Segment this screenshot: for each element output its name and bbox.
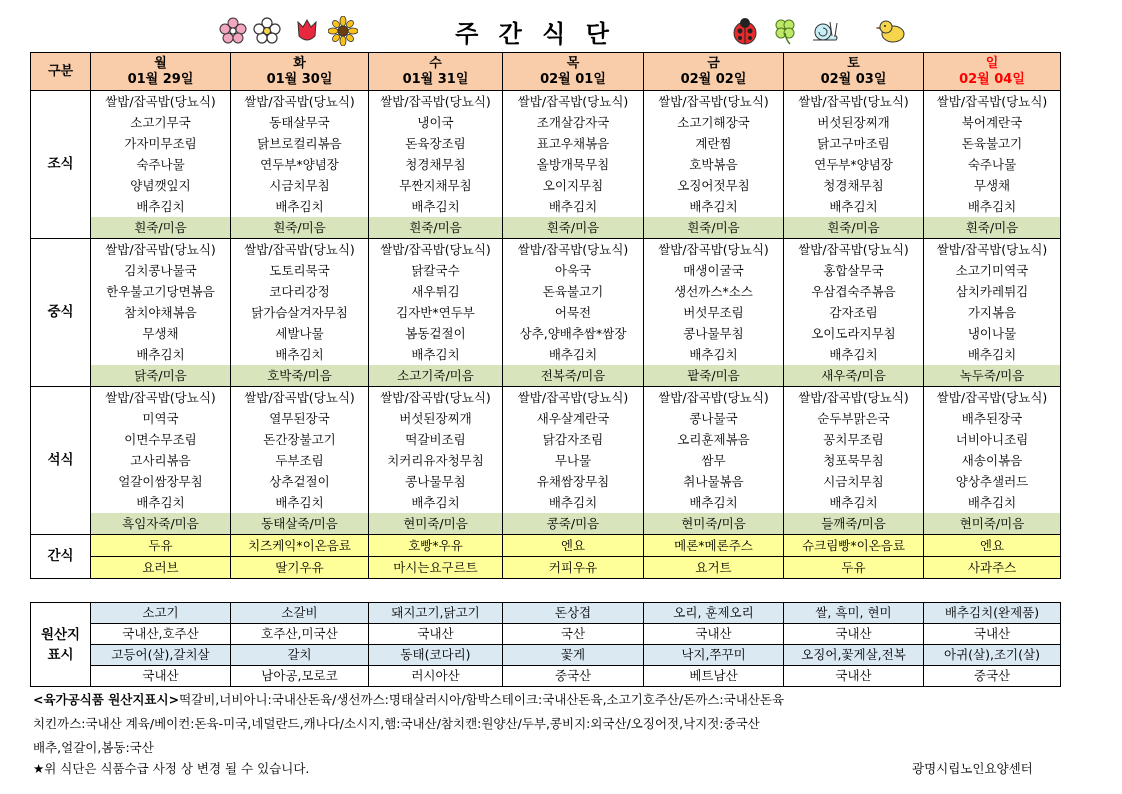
origin-label-line: 표시 [47, 646, 74, 663]
menu-row [31, 323, 1061, 344]
menu-cell: 어묵전 [503, 302, 644, 323]
porridge-row [31, 217, 1061, 239]
day-header [503, 53, 644, 91]
weekly-menu-table [30, 52, 1061, 579]
menu-cell: 배추김치 [91, 344, 231, 365]
menu-cell: 버섯된장찌개 [784, 112, 924, 133]
porridge-cell: 소고기죽/미음 [369, 365, 503, 387]
menu-cell: 오이도라지무침 [784, 323, 924, 344]
porridge-cell: 새우죽/미음 [784, 365, 924, 387]
snack-cell: 마시는요구르트 [369, 557, 503, 579]
flower-icon [218, 16, 248, 46]
header-row [31, 53, 1061, 91]
menu-cell: 쌀밥/잡곡밥(당뇨식) [369, 239, 503, 261]
menu-cell: 얼갈이쌈장무침 [91, 471, 231, 492]
menu-cell: 쌀밥/잡곡밥(당뇨식) [369, 91, 503, 113]
porridge-cell: 전복죽/미음 [503, 365, 644, 387]
origin-cell: 러시아산 [369, 666, 503, 687]
snack-cell: 두유 [784, 557, 924, 579]
menu-row [31, 91, 1061, 113]
menu-cell: 배추김치 [503, 492, 644, 513]
menu-row [31, 302, 1061, 323]
porridge-cell: 녹두죽/미음 [924, 365, 1061, 387]
processed-food-origin-note [33, 690, 784, 708]
origin-cell: 베트남산 [644, 666, 784, 687]
origin-cell: 국내산 [924, 624, 1061, 645]
menu-cell: 고사리볶음 [91, 450, 231, 471]
snack-cell: 슈크림빵*이온음료 [784, 535, 924, 557]
menu-row [31, 471, 1061, 492]
menu-cell: 배추김치 [91, 492, 231, 513]
menu-cell: 배추김치 [503, 344, 644, 365]
menu-cell: 감자조림 [784, 302, 924, 323]
menu-cell: 쌀밥/잡곡밥(당뇨식) [91, 239, 231, 261]
menu-cell: 배추김치 [924, 492, 1061, 513]
menu-cell: 상추,양배추쌈*쌈장 [503, 323, 644, 344]
origin-cell: 국내산 [784, 624, 924, 645]
day-name: 금 [707, 55, 720, 71]
origin-cell: 중국산 [503, 666, 644, 687]
porridge-cell: 동태살죽/미음 [231, 513, 369, 535]
origin-cell: 호주산,미국산 [231, 624, 369, 645]
menu-cell: 배추김치 [644, 344, 784, 365]
menu-cell: 아욱국 [503, 260, 644, 281]
note-line-2: 치킨까스:국내산 계육/베이컨:돈육-미국,네덜란드,캐나다/소시지,햄:국내산/참치캔:원양산/두부,콩비지:외국산/오징어젓,낙지젓:중국산 [33, 716, 760, 731]
organization-name: 광명시립노인요양센터 [912, 761, 1033, 776]
menu-cell: 배추김치 [644, 492, 784, 513]
menu-cell: 쌀밥/잡곡밥(당뇨식) [503, 239, 644, 261]
menu-cell: 돈육장조림 [369, 133, 503, 154]
porridge-cell: 흰죽/미음 [924, 217, 1061, 239]
day-name: 화 [293, 55, 306, 71]
clover-icon [770, 16, 800, 46]
menu-cell: 냉이국 [369, 112, 503, 133]
day-date: 02월 03일 [820, 71, 887, 87]
note-line-3: 배추,얼갈이,봄동:국산 [33, 740, 154, 755]
menu-cell: 연두부*양념장 [231, 154, 369, 175]
origin-cell: 국산 [503, 624, 644, 645]
menu-cell: 배추김치 [784, 196, 924, 217]
porridge-cell: 흰죽/미음 [369, 217, 503, 239]
snack-label: 간식 [31, 535, 91, 579]
menu-cell: 배추김치 [784, 492, 924, 513]
menu-cell: 동태살무국 [231, 112, 369, 133]
menu-row [31, 281, 1061, 302]
menu-cell: 쌀밥/잡곡밥(당뇨식) [91, 387, 231, 409]
day-name: 목 [566, 55, 580, 71]
day-header [231, 53, 369, 91]
menu-cell: 유채쌈장무침 [503, 471, 644, 492]
chick-icon [876, 16, 906, 46]
menu-cell: 닭감자조림 [503, 429, 644, 450]
origin-cell: 갈치 [231, 645, 369, 666]
menu-cell: 오이지무침 [503, 175, 644, 196]
menu-cell: 세발나물 [231, 323, 369, 344]
title-row [0, 12, 1122, 52]
change-notice: ★위 식단은 식품수급 사정 상 변경 될 수 있습니다. [33, 761, 310, 776]
menu-cell: 이면수무조림 [91, 429, 231, 450]
origin-row [31, 603, 1061, 624]
snack-row [31, 557, 1061, 579]
menu-cell: 콩나물무침 [369, 471, 503, 492]
menu-cell: 꽁치무조림 [784, 429, 924, 450]
menu-cell: 닭브로컬리볶음 [231, 133, 369, 154]
menu-cell: 숙주나물 [91, 154, 231, 175]
porridge-cell: 현미죽/미음 [369, 513, 503, 535]
menu-cell: 배추김치 [91, 196, 231, 217]
origin-cell: 국내산,호주산 [91, 624, 231, 645]
menu-cell: 쌀밥/잡곡밥(당뇨식) [644, 239, 784, 261]
note-line-1: 떡갈비,너비아니:국내산돈육/생선까스:명태살러시아/함박스테이크:국내산돈육,소고기호주산/돈까스:국내산돈육 [179, 692, 785, 707]
menu-cell: 쌀밥/잡곡밥(당뇨식) [784, 91, 924, 113]
menu-cell: 양상추샐러드 [924, 471, 1061, 492]
menu-cell: 호박볶음 [644, 154, 784, 175]
porridge-cell: 흑임자죽/미음 [91, 513, 231, 535]
origin-table [30, 602, 1061, 687]
menu-cell: 시금치무침 [784, 471, 924, 492]
menu-cell: 배추김치 [924, 196, 1061, 217]
porridge-row [31, 513, 1061, 535]
menu-cell: 치커리유자청무침 [369, 450, 503, 471]
origin-label-line: 원산지 [40, 626, 81, 643]
menu-cell: 김자반*연두부 [369, 302, 503, 323]
menu-cell: 떡갈비조림 [369, 429, 503, 450]
menu-cell: 배추김치 [503, 196, 644, 217]
menu-cell: 배추김치 [369, 492, 503, 513]
menu-cell: 쌀밥/잡곡밥(당뇨식) [231, 91, 369, 113]
menu-row [31, 196, 1061, 217]
menu-cell: 시금치무침 [231, 175, 369, 196]
menu-cell: 양념깻잎지 [91, 175, 231, 196]
porridge-cell: 흰죽/미음 [644, 217, 784, 239]
day-name: 월 [154, 55, 167, 71]
day-header [924, 53, 1061, 91]
menu-cell: 버섯무조림 [644, 302, 784, 323]
menu-cell: 미역국 [91, 408, 231, 429]
day-name: 수 [429, 55, 442, 71]
day-name: 일 [985, 55, 999, 71]
menu-cell: 쌀밥/잡곡밥(당뇨식) [503, 91, 644, 113]
menu-cell: 닭고구마조림 [784, 133, 924, 154]
menu-cell: 배추김치 [784, 344, 924, 365]
porridge-cell: 흰죽/미음 [231, 217, 369, 239]
menu-cell: 새우살계란국 [503, 408, 644, 429]
porridge-cell: 흰죽/미음 [91, 217, 231, 239]
origin-row [31, 624, 1061, 645]
menu-cell: 오징어젓무침 [644, 175, 784, 196]
menu-cell: 쌀밥/잡곡밥(당뇨식) [231, 387, 369, 409]
menu-cell: 청경채무침 [784, 175, 924, 196]
menu-cell: 쌀밥/잡곡밥(당뇨식) [644, 91, 784, 113]
day-date: 02월 01일 [540, 71, 606, 87]
day-header [91, 53, 231, 91]
menu-cell: 배추김치 [231, 196, 369, 217]
snail-icon [810, 16, 840, 46]
menu-cell: 쌀밥/잡곡밥(당뇨식) [91, 91, 231, 113]
day-date: 01월 30일 [266, 71, 333, 87]
menu-cell: 계란찜 [644, 133, 784, 154]
sunflower-icon [328, 16, 358, 46]
origin-cell: 동태(코다리) [369, 645, 503, 666]
menu-cell: 우삼겹숙주볶음 [784, 281, 924, 302]
day-date: 02월 02일 [680, 71, 747, 87]
menu-cell: 오리훈제볶음 [644, 429, 784, 450]
menu-cell: 쌀밥/잡곡밥(당뇨식) [924, 387, 1061, 409]
menu-cell: 닭가슴살겨자무침 [231, 302, 369, 323]
menu-row [31, 408, 1061, 429]
tulip-icon [292, 16, 322, 46]
snack-cell: 두유 [91, 535, 231, 557]
menu-cell: 쌈무 [644, 450, 784, 471]
page-title: 주 간 식 단 [455, 20, 615, 48]
note-heading: <육가공식품 원산지표시> [33, 692, 180, 707]
menu-cell: 매생이굴국 [644, 260, 784, 281]
menu-cell: 돈육불고기 [503, 281, 644, 302]
menu-cell: 가자미무조림 [91, 133, 231, 154]
menu-cell: 쌀밥/잡곡밥(당뇨식) [369, 387, 503, 409]
menu-cell: 생선까스*소스 [644, 281, 784, 302]
menu-cell: 김치콩나물국 [91, 260, 231, 281]
origin-cell: 돼지고기,닭고기 [369, 603, 503, 624]
menu-cell: 돈육불고기 [924, 133, 1061, 154]
menu-cell: 배추김치 [231, 344, 369, 365]
origin-cell: 돈상겹 [503, 603, 644, 624]
menu-row [31, 450, 1061, 471]
menu-cell: 냉이나물 [924, 323, 1061, 344]
snack-cell: 사과주스 [924, 557, 1061, 579]
menu-cell: 배추김치 [924, 344, 1061, 365]
snack-cell: 엔요 [924, 535, 1061, 557]
menu-cell: 무생채 [924, 175, 1061, 196]
snack-cell: 딸기우유 [231, 557, 369, 579]
day-date: 01월 29일 [127, 71, 194, 87]
snack-row [31, 535, 1061, 557]
menu-cell: 삼치카레튀김 [924, 281, 1061, 302]
menu-cell: 홍합살무국 [784, 260, 924, 281]
menu-cell: 닭칼국수 [369, 260, 503, 281]
snack-cell: 요러브 [91, 557, 231, 579]
menu-cell: 연두부*양념장 [784, 154, 924, 175]
menu-cell: 쌀밥/잡곡밥(당뇨식) [503, 387, 644, 409]
origin-label [31, 603, 91, 687]
menu-row [31, 112, 1061, 133]
meal-label: 중식 [31, 239, 91, 387]
menu-cell: 상추겉절이 [231, 471, 369, 492]
ladybug-icon [730, 16, 760, 46]
menu-cell: 돈간장불고기 [231, 429, 369, 450]
day-date: 01월 31일 [402, 71, 469, 87]
porridge-cell: 닭죽/미음 [91, 365, 231, 387]
origin-cell: 국내산 [644, 624, 784, 645]
menu-cell: 쌀밥/잡곡밥(당뇨식) [644, 387, 784, 409]
menu-cell: 소고기무국 [91, 112, 231, 133]
menu-cell: 참치야채볶음 [91, 302, 231, 323]
menu-cell: 가지볶음 [924, 302, 1061, 323]
menu-cell: 표고우채볶음 [503, 133, 644, 154]
porridge-cell: 들깨죽/미음 [784, 513, 924, 535]
menu-cell: 소고기해장국 [644, 112, 784, 133]
menu-row [31, 429, 1061, 450]
menu-cell: 무짠지채무침 [369, 175, 503, 196]
origin-cell: 오징어,꽃게살,전복 [784, 645, 924, 666]
snack-cell: 치즈케익*이온음료 [231, 535, 369, 557]
porridge-cell: 흰죽/미음 [784, 217, 924, 239]
menu-cell: 콩나물국 [644, 408, 784, 429]
origin-cell: 꽃게 [503, 645, 644, 666]
flower-outline-icon [252, 16, 282, 46]
menu-cell: 쌀밥/잡곡밥(당뇨식) [924, 91, 1061, 113]
meal-label: 석식 [31, 387, 91, 535]
menu-row [31, 239, 1061, 261]
menu-cell: 쌀밥/잡곡밥(당뇨식) [231, 239, 369, 261]
menu-cell: 열무된장국 [231, 408, 369, 429]
menu-cell: 너비아니조림 [924, 429, 1061, 450]
porridge-row [31, 365, 1061, 387]
menu-cell: 조개살감자국 [503, 112, 644, 133]
porridge-cell: 현미죽/미음 [644, 513, 784, 535]
day-header [644, 53, 784, 91]
day-header [784, 53, 924, 91]
origin-cell: 국내산 [91, 666, 231, 687]
day-date: 02월 04일 [959, 71, 1025, 87]
origin-row [31, 645, 1061, 666]
menu-cell: 청포묵무침 [784, 450, 924, 471]
menu-row [31, 344, 1061, 365]
origin-row [31, 666, 1061, 687]
menu-row [31, 154, 1061, 175]
origin-cell: 국내산 [784, 666, 924, 687]
origin-cell: 소갈비 [231, 603, 369, 624]
menu-cell: 배추된장국 [924, 408, 1061, 429]
menu-cell: 코다리강정 [231, 281, 369, 302]
snack-cell: 메론*메론주스 [644, 535, 784, 557]
menu-cell: 쌀밥/잡곡밥(당뇨식) [784, 239, 924, 261]
origin-cell: 중국산 [924, 666, 1061, 687]
porridge-cell: 팥죽/미음 [644, 365, 784, 387]
menu-cell: 배추김치 [231, 492, 369, 513]
porridge-cell: 콩죽/미음 [503, 513, 644, 535]
menu-cell: 콩나물무침 [644, 323, 784, 344]
menu-cell: 새우튀김 [369, 281, 503, 302]
menu-cell: 배추김치 [644, 196, 784, 217]
snack-cell: 커피우유 [503, 557, 644, 579]
origin-cell: 아귀(살),조기(살) [924, 645, 1061, 666]
origin-cell: 소고기 [91, 603, 231, 624]
menu-cell: 소고기미역국 [924, 260, 1061, 281]
menu-cell: 새송이볶음 [924, 450, 1061, 471]
menu-cell: 배추김치 [369, 344, 503, 365]
menu-cell: 배추김치 [369, 196, 503, 217]
porridge-cell: 현미죽/미음 [924, 513, 1061, 535]
menu-cell: 버섯된장찌개 [369, 408, 503, 429]
menu-row [31, 133, 1061, 154]
origin-cell: 국내산 [369, 624, 503, 645]
menu-cell: 무나물 [503, 450, 644, 471]
origin-cell: 고등어(살),갈치살 [91, 645, 231, 666]
snack-cell: 엔요 [503, 535, 644, 557]
meal-label: 조식 [31, 91, 91, 239]
menu-cell: 도토리묵국 [231, 260, 369, 281]
day-name: 토 [847, 55, 860, 71]
menu-cell: 봄동겉절이 [369, 323, 503, 344]
porridge-cell: 호박죽/미음 [231, 365, 369, 387]
porridge-cell: 흰죽/미음 [503, 217, 644, 239]
menu-cell: 취나물볶음 [644, 471, 784, 492]
menu-row [31, 492, 1061, 513]
snack-cell: 호빵*우유 [369, 535, 503, 557]
menu-cell: 숙주나물 [924, 154, 1061, 175]
menu-cell: 쌀밥/잡곡밥(당뇨식) [784, 387, 924, 409]
menu-cell: 무생채 [91, 323, 231, 344]
menu-cell: 한우불고기당면볶음 [91, 281, 231, 302]
menu-cell: 올방개묵무침 [503, 154, 644, 175]
origin-cell: 오리, 훈제오리 [644, 603, 784, 624]
header-label: 구분 [31, 53, 91, 91]
snack-cell: 요거트 [644, 557, 784, 579]
origin-cell: 배추김치(완제품) [924, 603, 1061, 624]
day-header [369, 53, 503, 91]
origin-cell: 낙지,쭈꾸미 [644, 645, 784, 666]
menu-row [31, 387, 1061, 409]
origin-cell: 쌀, 흑미, 현미 [784, 603, 924, 624]
menu-row [31, 175, 1061, 196]
menu-row [31, 260, 1061, 281]
menu-cell: 두부조림 [231, 450, 369, 471]
menu-cell: 순두부맑은국 [784, 408, 924, 429]
menu-cell: 쌀밥/잡곡밥(당뇨식) [924, 239, 1061, 261]
menu-cell: 북어계란국 [924, 112, 1061, 133]
origin-cell: 남아공,모로코 [231, 666, 369, 687]
menu-cell: 청경채무침 [369, 154, 503, 175]
